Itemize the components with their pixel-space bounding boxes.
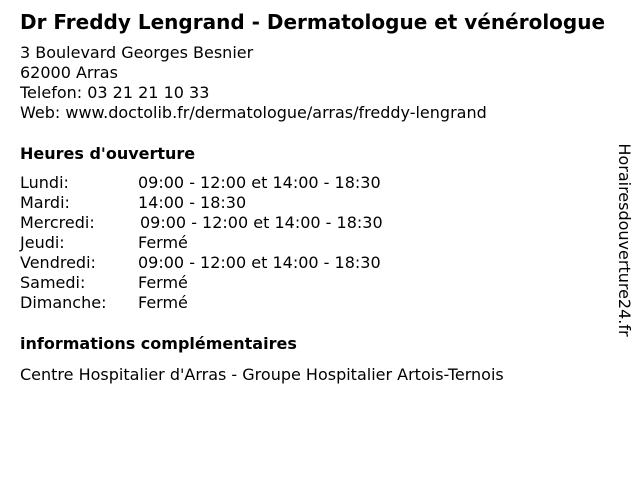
time-value: 14:00 - 18:30 bbox=[138, 193, 247, 212]
postal-city: 62000 Arras bbox=[20, 63, 118, 82]
time-value: 09:00 - 12:00 et 14:00 - 18:30 bbox=[138, 253, 381, 272]
hours-row-saturday bbox=[20, 273, 440, 293]
page-title: Dr Freddy Lengrand - Dermatologue et vénérologue bbox=[20, 10, 606, 34]
hours-row-wednesday bbox=[20, 213, 440, 233]
hours-row-monday bbox=[20, 173, 440, 193]
phone-number: Telefon: 03 21 21 10 33 bbox=[20, 83, 210, 102]
hours-row-sunday bbox=[20, 293, 440, 313]
day-label: Lundi: bbox=[20, 173, 69, 192]
hours-row-tuesday bbox=[20, 193, 440, 213]
time-value: 09:00 - 12:00 et 14:00 - 18:30 bbox=[140, 213, 383, 232]
hours-row-friday bbox=[20, 253, 440, 273]
day-label: Mardi: bbox=[20, 193, 70, 212]
opening-hours-list bbox=[20, 173, 440, 313]
website-link[interactable]: Web: www.doctolib.fr/dermatologue/arras/freddy-lengrand bbox=[20, 103, 487, 122]
hours-row-thursday bbox=[20, 233, 440, 253]
time-value: 09:00 - 12:00 et 14:00 - 18:30 bbox=[138, 173, 381, 192]
opening-hours-heading: Heures d'ouverture bbox=[20, 144, 196, 163]
time-value: Fermé bbox=[138, 293, 188, 312]
day-label: Dimanche: bbox=[20, 293, 107, 312]
day-label: Mercredi: bbox=[20, 213, 95, 232]
address-block bbox=[20, 43, 487, 123]
site-watermark: Horairesdouverture24.fr bbox=[615, 143, 634, 337]
time-value: Fermé bbox=[138, 273, 188, 292]
time-value: Fermé bbox=[138, 233, 188, 252]
street-address: 3 Boulevard Georges Besnier bbox=[20, 43, 254, 62]
day-label: Vendredi: bbox=[20, 253, 96, 272]
day-label: Jeudi: bbox=[20, 233, 65, 252]
additional-info-heading: informations complémentaires bbox=[20, 334, 297, 353]
additional-info-text: Centre Hospitalier d'Arras - Groupe Hospitalier Artois-Ternois bbox=[20, 365, 504, 384]
day-label: Samedi: bbox=[20, 273, 86, 292]
